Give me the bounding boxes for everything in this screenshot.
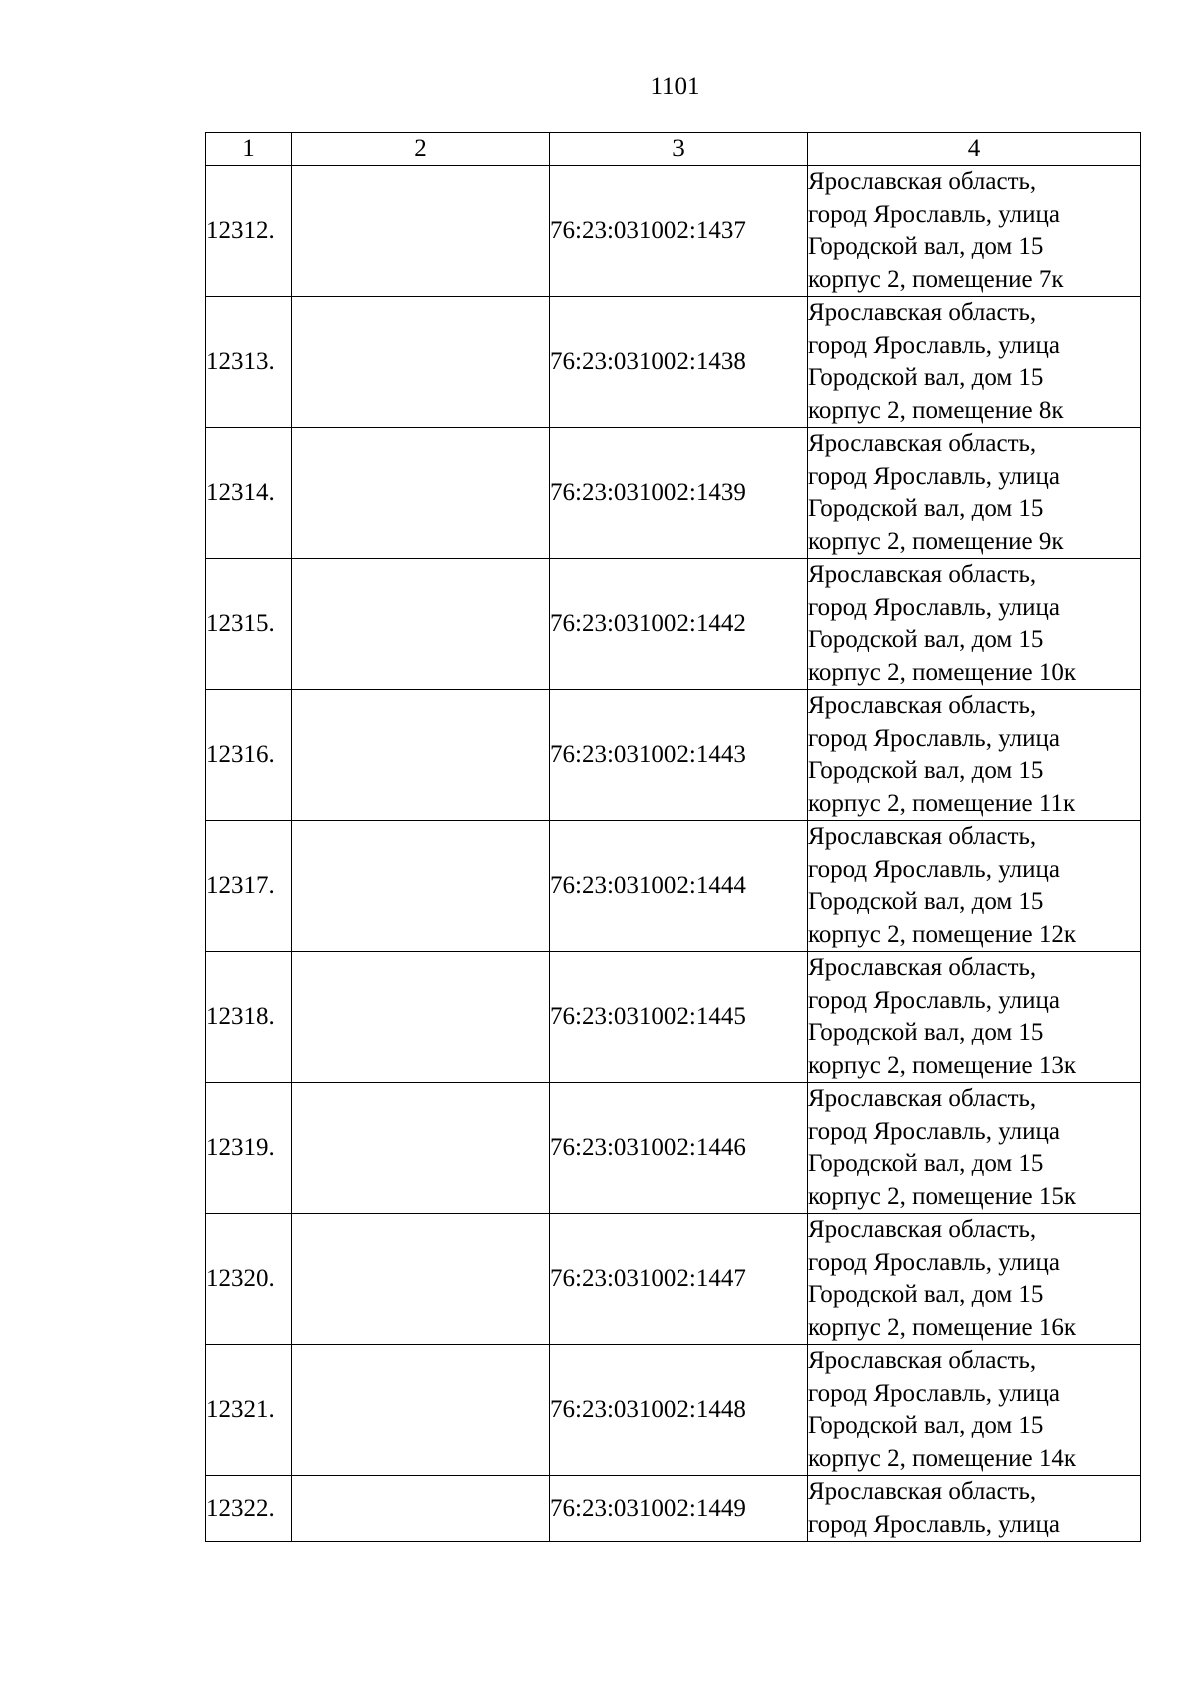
- page-number: 1101: [650, 73, 700, 100]
- address-line: корпус 2, помещение 12к: [808, 920, 1077, 948]
- cadastral-number-cell: 76:23:031002:1439: [550, 428, 808, 559]
- address-line: корпус 2, помещение 14к: [808, 1444, 1077, 1472]
- address-line: Городской вал, дом 15: [808, 364, 1044, 391]
- cadastral-number-cell: 76:23:031002:1442: [550, 559, 808, 690]
- row-number-cell: 12316.: [206, 690, 292, 821]
- column-2-cell: [292, 1214, 550, 1345]
- column-2-cell: [292, 952, 550, 1083]
- address-line: город Ярославль, улица: [808, 986, 1060, 1014]
- address-cell: [808, 821, 1141, 952]
- column-2-cell: [292, 1345, 550, 1476]
- table-header-row: [206, 133, 1141, 166]
- table-row: [206, 559, 1141, 690]
- address-line: корпус 2, помещение 9к: [808, 527, 1064, 555]
- row-number-cell: 12314.: [206, 428, 292, 559]
- table-row: [206, 166, 1141, 297]
- row-number-cell: 12322.: [206, 1476, 292, 1542]
- table-row: [206, 821, 1141, 952]
- address-cell: [808, 1214, 1141, 1345]
- cadastral-number-cell: 76:23:031002:1445: [550, 952, 808, 1083]
- column-header-1: 1: [206, 133, 292, 166]
- address-cell: [808, 297, 1141, 428]
- address-line: Городской вал, дом 15: [808, 1281, 1044, 1308]
- column-2-cell: [292, 1083, 550, 1214]
- cadastral-number-cell: 76:23:031002:1438: [550, 297, 808, 428]
- column-header-4: 4: [808, 133, 1141, 166]
- address-line: корпус 2, помещение 15к: [808, 1182, 1077, 1210]
- table-row: [206, 428, 1141, 559]
- address-line: корпус 2, помещение 11к: [808, 789, 1076, 817]
- address-cell: [808, 166, 1141, 297]
- address-line: город Ярославль, улица: [808, 1379, 1060, 1407]
- address-line: город Ярославль, улица: [808, 1510, 1060, 1538]
- address-line: Городской вал, дом 15: [808, 1412, 1044, 1439]
- row-number-cell: 12312.: [206, 166, 292, 297]
- row-number-cell: 12321.: [206, 1345, 292, 1476]
- column-header-3: 3: [550, 133, 808, 166]
- address-cell: [808, 690, 1141, 821]
- column-2-cell: [292, 166, 550, 297]
- address-cell: [808, 952, 1141, 1083]
- address-line: корпус 2, помещение 13к: [808, 1051, 1077, 1079]
- column-2-cell: [292, 1476, 550, 1542]
- cadastral-number-cell: 76:23:031002:1446: [550, 1083, 808, 1214]
- address-cell: [808, 1345, 1141, 1476]
- address-line: Ярославская область,: [808, 1478, 1037, 1505]
- cadastral-number-cell: 76:23:031002:1447: [550, 1214, 808, 1345]
- address-cell: [808, 428, 1141, 559]
- table-row: [206, 1345, 1141, 1476]
- address-line: Городской вал, дом 15: [808, 757, 1044, 784]
- registry-table: [205, 132, 1141, 1542]
- row-number-cell: 12319.: [206, 1083, 292, 1214]
- row-number-cell: 12320.: [206, 1214, 292, 1345]
- address-line: Ярославская область,: [808, 1085, 1037, 1112]
- address-line: Ярославская область,: [808, 1347, 1037, 1374]
- address-line: Ярославская область,: [808, 692, 1037, 719]
- address-cell: [808, 1083, 1141, 1214]
- column-2-cell: [292, 821, 550, 952]
- address-line: корпус 2, помещение 7к: [808, 265, 1064, 293]
- address-line: город Ярославль, улица: [808, 855, 1060, 883]
- table-row: [206, 1476, 1141, 1542]
- address-line: город Ярославль, улица: [808, 462, 1060, 490]
- address-line: Городской вал, дом 15: [808, 495, 1044, 522]
- address-line: город Ярославль, улица: [808, 1248, 1060, 1276]
- column-2-cell: [292, 559, 550, 690]
- address-line: Ярославская область,: [808, 954, 1037, 981]
- address-line: Ярославская область,: [808, 430, 1037, 457]
- column-header-2: 2: [292, 133, 550, 166]
- row-number-cell: 12318.: [206, 952, 292, 1083]
- column-2-cell: [292, 428, 550, 559]
- row-number-cell: 12313.: [206, 297, 292, 428]
- table-body: [206, 133, 1141, 1542]
- row-number-cell: 12315.: [206, 559, 292, 690]
- address-line: корпус 2, помещение 10к: [808, 658, 1077, 686]
- address-line: Городской вал, дом 15: [808, 1150, 1044, 1177]
- column-2-cell: [292, 297, 550, 428]
- address-cell: [808, 1476, 1141, 1542]
- cadastral-number-cell: 76:23:031002:1449: [550, 1476, 808, 1542]
- address-line: город Ярославль, улица: [808, 331, 1060, 359]
- table-row: [206, 690, 1141, 821]
- table-row: [206, 1214, 1141, 1345]
- address-line: Ярославская область,: [808, 561, 1037, 588]
- address-line: корпус 2, помещение 16к: [808, 1313, 1077, 1341]
- address-line: Городской вал, дом 15: [808, 888, 1044, 915]
- address-cell: [808, 559, 1141, 690]
- cadastral-number-cell: 76:23:031002:1444: [550, 821, 808, 952]
- cadastral-number-cell: 76:23:031002:1437: [550, 166, 808, 297]
- address-line: город Ярославль, улица: [808, 1117, 1060, 1145]
- address-line: Ярославская область,: [808, 168, 1037, 195]
- address-line: Ярославская область,: [808, 823, 1037, 850]
- address-line: город Ярославль, улица: [808, 200, 1060, 228]
- row-number-cell: 12317.: [206, 821, 292, 952]
- address-line: корпус 2, помещение 8к: [808, 396, 1064, 424]
- column-2-cell: [292, 690, 550, 821]
- table-row: [206, 1083, 1141, 1214]
- address-line: город Ярославль, улица: [808, 724, 1060, 752]
- address-line: Городской вал, дом 15: [808, 233, 1044, 260]
- address-line: Городской вал, дом 15: [808, 626, 1044, 653]
- cadastral-number-cell: 76:23:031002:1448: [550, 1345, 808, 1476]
- address-line: Городской вал, дом 15: [808, 1019, 1044, 1046]
- cadastral-number-cell: 76:23:031002:1443: [550, 690, 808, 821]
- table-row: [206, 297, 1141, 428]
- address-line: Ярославская область,: [808, 299, 1037, 326]
- address-line: Ярославская область,: [808, 1216, 1037, 1243]
- address-line: город Ярославль, улица: [808, 593, 1060, 621]
- table-row: [206, 952, 1141, 1083]
